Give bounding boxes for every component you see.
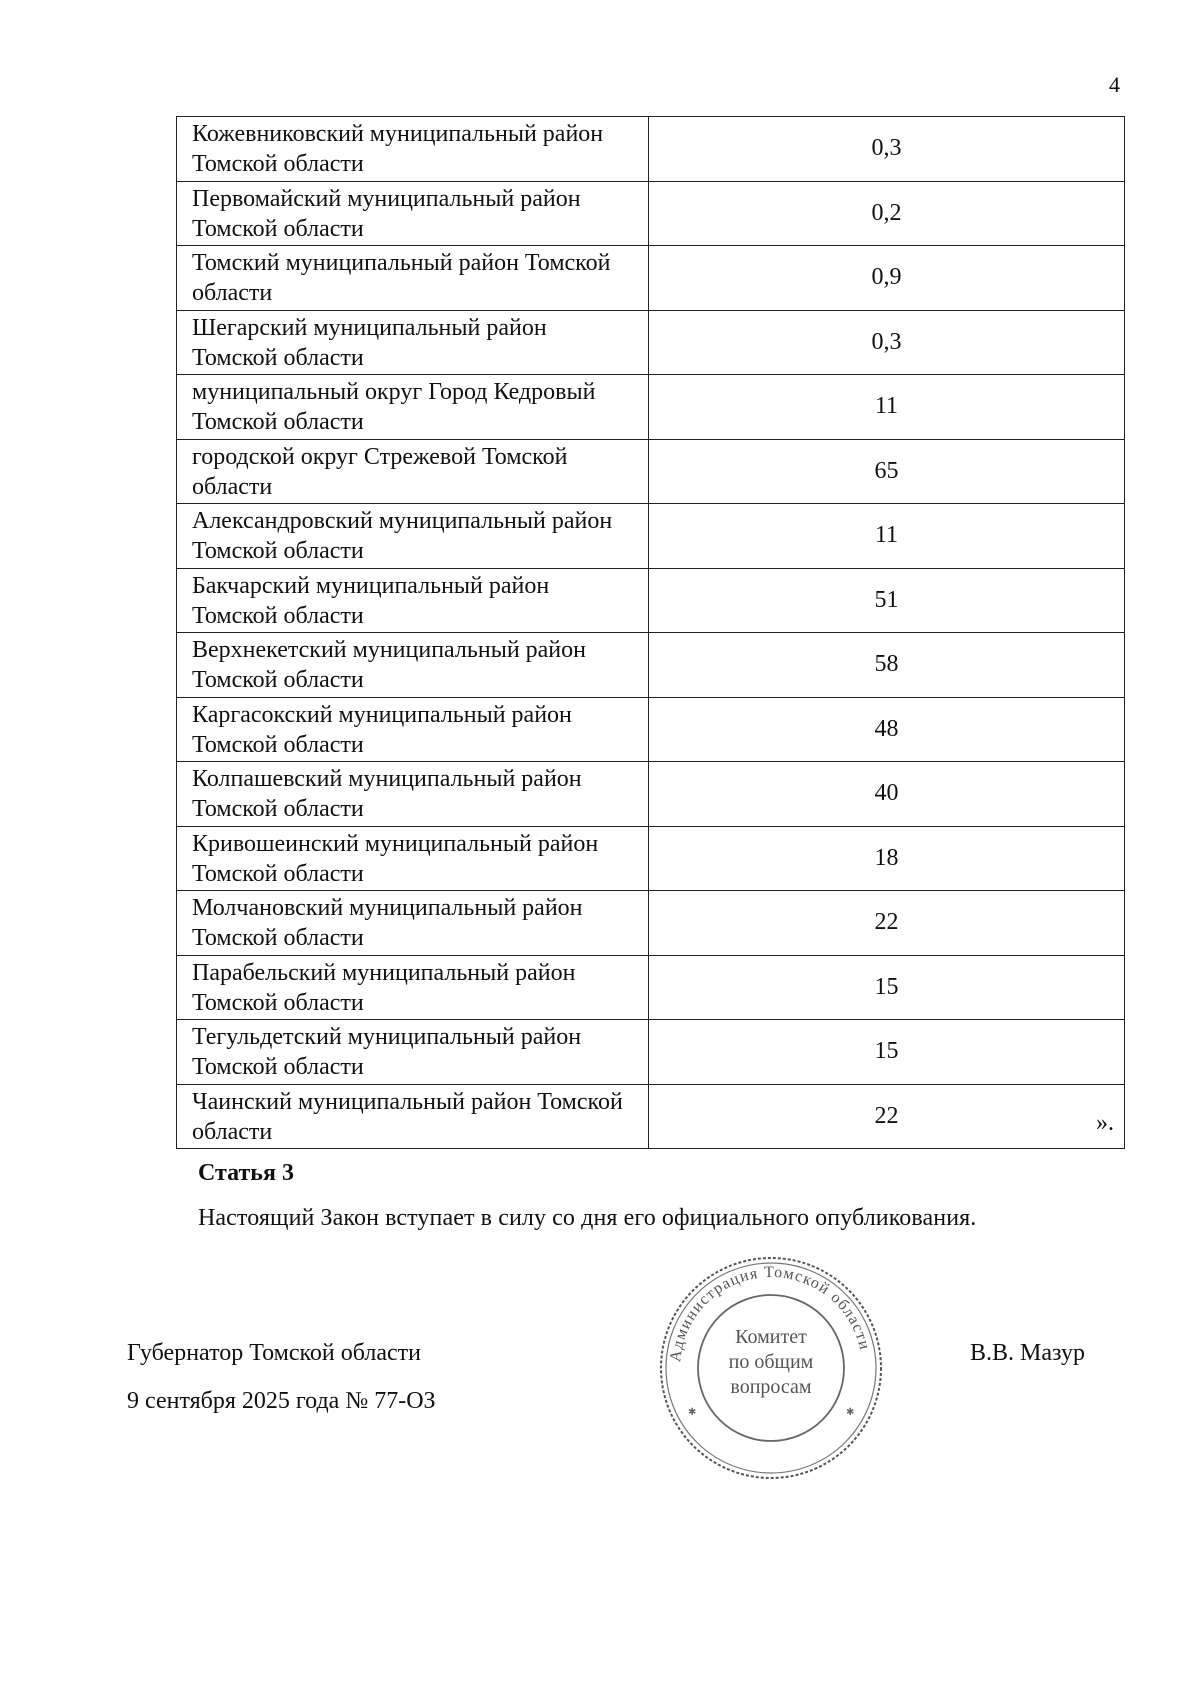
municipality-value: 11 xyxy=(649,504,1125,569)
closing-quote: ». xyxy=(1096,1110,1114,1136)
municipality-value: 0,3 xyxy=(649,117,1125,182)
municipality-name: Молчановский муниципальный район Томской области xyxy=(177,891,649,956)
article-text: Настоящий Закон вступает в силу со дня его официального опубликования. xyxy=(198,1205,977,1231)
municipality-value: 0,3 xyxy=(649,310,1125,375)
official-seal xyxy=(658,1255,884,1481)
seal-star-right: ✱ xyxy=(846,1407,855,1418)
municipality-name: Парабельский муниципальный район Томской области xyxy=(177,955,649,1020)
table-row xyxy=(177,826,1125,891)
article-heading: Статья 3 xyxy=(198,1160,294,1186)
signer-name: В.В. Мазур xyxy=(970,1340,1085,1366)
table-row xyxy=(177,1020,1125,1085)
table-row xyxy=(177,117,1125,182)
municipality-name: Чаинский муниципальный район Томской области xyxy=(177,1084,649,1149)
law-date-number: 9 сентября 2025 года № 77-ОЗ xyxy=(127,1388,436,1414)
page-number: 4 xyxy=(1109,72,1120,97)
table-row xyxy=(177,181,1125,246)
seal-star-left: ✱ xyxy=(688,1407,697,1418)
signer-title: Губернатор Томской области xyxy=(127,1340,421,1366)
municipality-name: Шегарский муниципальный район Томской области xyxy=(177,310,649,375)
table-row xyxy=(177,762,1125,827)
table-row xyxy=(177,1084,1125,1149)
municipality-name: Кожевниковский муниципальный район Томской области xyxy=(177,117,649,182)
table-row xyxy=(177,633,1125,698)
municipality-name: муниципальный округ Город Кедровый Томской области xyxy=(177,375,649,440)
table-row xyxy=(177,310,1125,375)
municipal-table xyxy=(176,116,1125,1149)
municipality-name: Бакчарский муниципальный район Томской области xyxy=(177,568,649,633)
seal-center-text: Комитет по общим вопросам xyxy=(728,1326,814,1398)
municipality-value: 11 xyxy=(649,375,1125,440)
table-row xyxy=(177,375,1125,440)
municipality-value: 22 xyxy=(649,891,1125,956)
table-row xyxy=(177,697,1125,762)
municipality-value: 22 xyxy=(649,1084,1125,1149)
municipality-name: Каргасокский муниципальный район Томской области xyxy=(177,697,649,762)
seal-graphic xyxy=(658,1255,884,1481)
municipality-name: Верхнекетский муниципальный район Томской области xyxy=(177,633,649,698)
municipality-name: Александровский муниципальный район Томской области xyxy=(177,504,649,569)
municipality-value: 40 xyxy=(649,762,1125,827)
municipality-value: 15 xyxy=(649,1020,1125,1085)
municipality-name: Колпашевский муниципальный район Томской области xyxy=(177,762,649,827)
municipality-value: 65 xyxy=(649,439,1125,504)
municipality-name: Кривошеинский муниципальный район Томской области xyxy=(177,826,649,891)
municipality-value: 15 xyxy=(649,955,1125,1020)
table-row xyxy=(177,504,1125,569)
municipality-value: 0,9 xyxy=(649,246,1125,311)
municipality-value: 48 xyxy=(649,697,1125,762)
municipality-name: Первомайский муниципальный район Томской области xyxy=(177,181,649,246)
municipality-value: 58 xyxy=(649,633,1125,698)
municipality-name: Томский муниципальный район Томской области xyxy=(177,246,649,311)
table-row xyxy=(177,439,1125,504)
municipality-value: 18 xyxy=(649,826,1125,891)
municipality-value: 0,2 xyxy=(649,181,1125,246)
municipality-value: 51 xyxy=(649,568,1125,633)
municipality-name: Тегульдетский муниципальный район Томской области xyxy=(177,1020,649,1085)
table-row xyxy=(177,891,1125,956)
seal-ring-text: Администрация Томской области xyxy=(667,1263,874,1363)
table-row xyxy=(177,955,1125,1020)
table-row xyxy=(177,246,1125,311)
municipality-name: городской округ Стрежевой Томской области xyxy=(177,439,649,504)
table-row xyxy=(177,568,1125,633)
